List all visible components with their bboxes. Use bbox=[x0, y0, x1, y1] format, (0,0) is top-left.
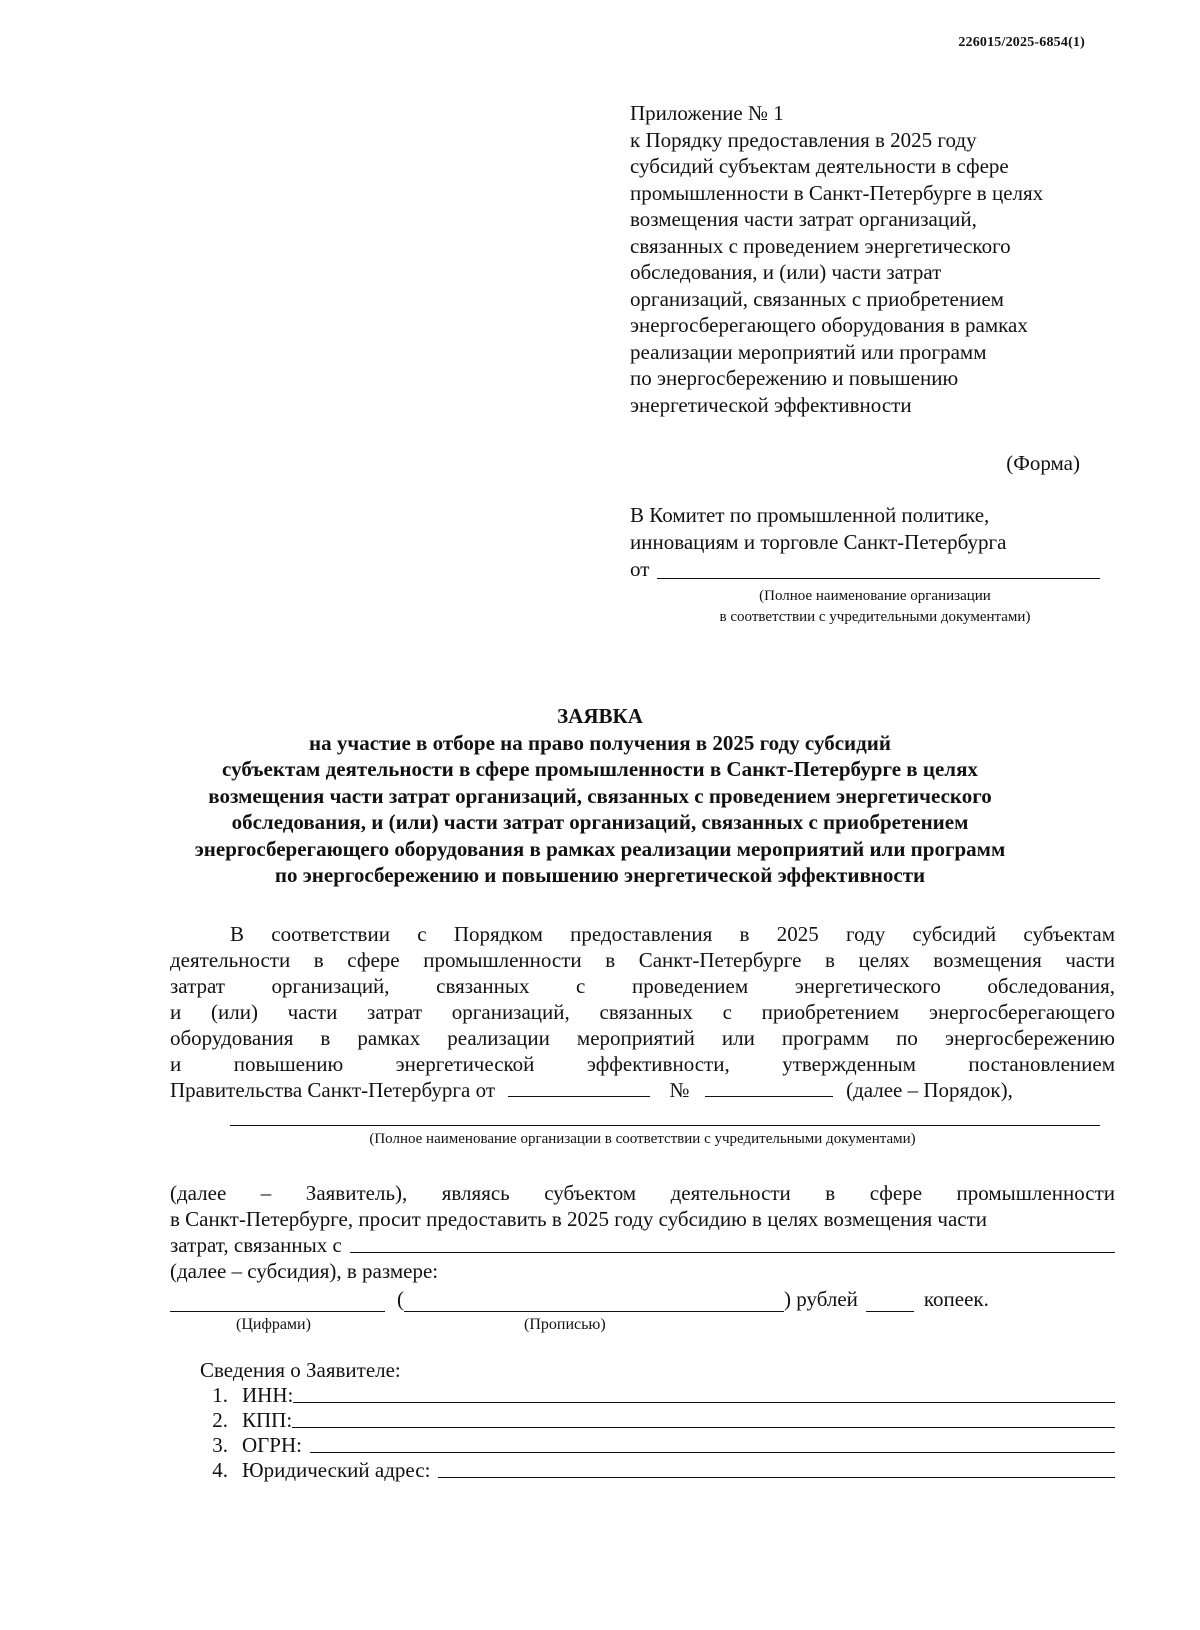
paragraph-line: (далее – субсидия), в размере: bbox=[170, 1259, 439, 1283]
appendix-line: по энергосбережению и повышению bbox=[630, 366, 959, 390]
kopecks-label: копеек. bbox=[923, 1287, 989, 1311]
addressee-block bbox=[630, 502, 1100, 628]
from-row bbox=[630, 556, 1100, 583]
resolution-date-field[interactable] bbox=[508, 1078, 650, 1097]
organization-name-field[interactable] bbox=[657, 558, 1100, 579]
paragraph-line: и повышению энергетической эффективности, утвержденным постановлением bbox=[170, 1052, 1115, 1076]
applicant-details bbox=[200, 1358, 1115, 1483]
appendix-line: связанных с проведением энергетического bbox=[630, 233, 1011, 258]
kopecks-field[interactable] bbox=[866, 1293, 914, 1312]
appendix-line: энергосберегающего оборудования в рамках bbox=[630, 313, 1028, 337]
document-registration-number: 226015/2025-6854(1) bbox=[958, 35, 1085, 50]
costs-row bbox=[170, 1232, 1115, 1258]
item-number: 1. bbox=[212, 1383, 228, 1407]
title-line: возмещения части затрат организаций, связанных с проведением энергетического bbox=[208, 783, 992, 808]
resolution-line bbox=[170, 1077, 1115, 1103]
number-sign: № bbox=[669, 1078, 690, 1102]
hint-line: (Полное наименование организации bbox=[759, 588, 991, 604]
words-hint: (Прописью) bbox=[524, 1316, 606, 1333]
appendix-line: энергетической эффективности bbox=[630, 392, 912, 417]
legal-address-field[interactable] bbox=[438, 1459, 1115, 1478]
organization-name-hint bbox=[630, 586, 1100, 628]
item-number: 2. bbox=[212, 1408, 228, 1432]
ogrn-label: ОГРН: bbox=[242, 1433, 302, 1457]
appendix-line: обследования, и (или) части затрат bbox=[630, 260, 942, 284]
appendix-header bbox=[630, 100, 1100, 418]
title-line: обследования, и (или) части затрат организаций, связанных с приобретением bbox=[231, 810, 969, 834]
appendix-line: возмещения части затрат организаций, bbox=[630, 207, 977, 231]
costs-label: затрат, связанных с bbox=[170, 1233, 342, 1257]
application-title bbox=[150, 703, 1050, 889]
item-number: 3. bbox=[212, 1433, 228, 1457]
legal-address-label: Юридический адрес: bbox=[242, 1458, 431, 1482]
kpp-label: КПП: bbox=[242, 1408, 293, 1432]
paragraph-line: и (или) части затрат организаций, связанных с приобретением энергосберегающего bbox=[170, 1000, 1115, 1024]
applicant-organization-hint: (Полное наименование организации в соответствии с учредительными документами) bbox=[369, 1131, 916, 1147]
form-mark: (Форма) bbox=[1006, 451, 1080, 475]
title-line: субъектам деятельности в сфере промышленности в Санкт-Петербурге в целях bbox=[222, 757, 978, 781]
paragraph-line: в Санкт-Петербурге, просит предоставить в 2025 году субсидию в целях возмещения части bbox=[170, 1207, 988, 1231]
amount-row bbox=[170, 1287, 1115, 1312]
applicant-organization-field[interactable] bbox=[230, 1125, 1100, 1126]
ogrn-field[interactable] bbox=[310, 1434, 1115, 1453]
appendix-line: субсидий субъектам деятельности в сфере bbox=[630, 154, 1009, 178]
paragraph-line: В соответствии с Порядком предоставления в 2025 году субсидий субъектам bbox=[230, 922, 1115, 946]
appendix-line: к Порядку предоставления в 2025 году bbox=[630, 127, 977, 152]
title-line: на участие в отборе на право получения в 2025 году субсидий bbox=[309, 730, 891, 755]
title-heading: ЗАЯВКА bbox=[557, 704, 643, 728]
resolution-prefix: Правительства Санкт-Петербурга от bbox=[170, 1078, 496, 1102]
paragraph-line: (далее – Заявитель), являясь субъектом деятельности в сфере промышленности bbox=[170, 1181, 1115, 1205]
appendix-line: реализации мероприятий или программ bbox=[630, 339, 987, 364]
title-line: энергосберегающего оборудования в рамках реализации мероприятий или программ bbox=[194, 836, 1006, 861]
open-paren: ( bbox=[397, 1287, 404, 1311]
paragraph-legal-basis bbox=[170, 921, 1115, 1103]
paragraph-line: затрат организаций, связанных с проведением энергетического обследования, bbox=[170, 974, 1115, 998]
rubles-label: ) рублей bbox=[784, 1287, 858, 1311]
costs-purpose-field[interactable] bbox=[350, 1232, 1115, 1253]
item-number: 4. bbox=[212, 1458, 228, 1482]
hint-line: в соответствии с учредительными документами) bbox=[719, 609, 1031, 625]
ogrn-row bbox=[200, 1433, 1115, 1458]
resolution-number-field[interactable] bbox=[705, 1078, 833, 1097]
inn-row bbox=[200, 1383, 1115, 1408]
applicant-details-heading: Сведения о Заявителе: bbox=[200, 1358, 401, 1382]
legal-address-row bbox=[200, 1458, 1115, 1483]
appendix-line: Приложение № 1 bbox=[630, 101, 784, 125]
appendix-line: организаций, связанных с приобретением bbox=[630, 286, 1004, 311]
resolution-suffix: (далее – Порядок), bbox=[846, 1078, 1013, 1102]
appendix-line: промышленности в Санкт-Петербурге в целях bbox=[630, 180, 1044, 205]
inn-label: ИНН: bbox=[242, 1383, 294, 1407]
title-line: по энергосбережению и повышению энергетической эффективности bbox=[274, 863, 926, 887]
amount-words-field[interactable] bbox=[404, 1293, 784, 1312]
amount-digits-field[interactable] bbox=[170, 1293, 385, 1312]
from-label: от bbox=[630, 557, 650, 581]
paragraph-line: деятельности в сфере промышленности в Санкт-Петербурге в целях возмещения части bbox=[170, 948, 1115, 972]
kpp-row bbox=[200, 1408, 1115, 1433]
kpp-field[interactable] bbox=[292, 1409, 1115, 1428]
addressee-line: инновациям и торговле Санкт-Петербурга bbox=[630, 530, 1007, 554]
digits-hint: (Цифрами) bbox=[236, 1316, 311, 1333]
paragraph-line: оборудования в рамках реализации мероприятий или программ по энергосбережению bbox=[170, 1026, 1115, 1050]
inn-field[interactable] bbox=[293, 1384, 1115, 1403]
addressee-line: В Комитет по промышленной политике, bbox=[630, 503, 990, 527]
paragraph-request bbox=[170, 1180, 1115, 1284]
